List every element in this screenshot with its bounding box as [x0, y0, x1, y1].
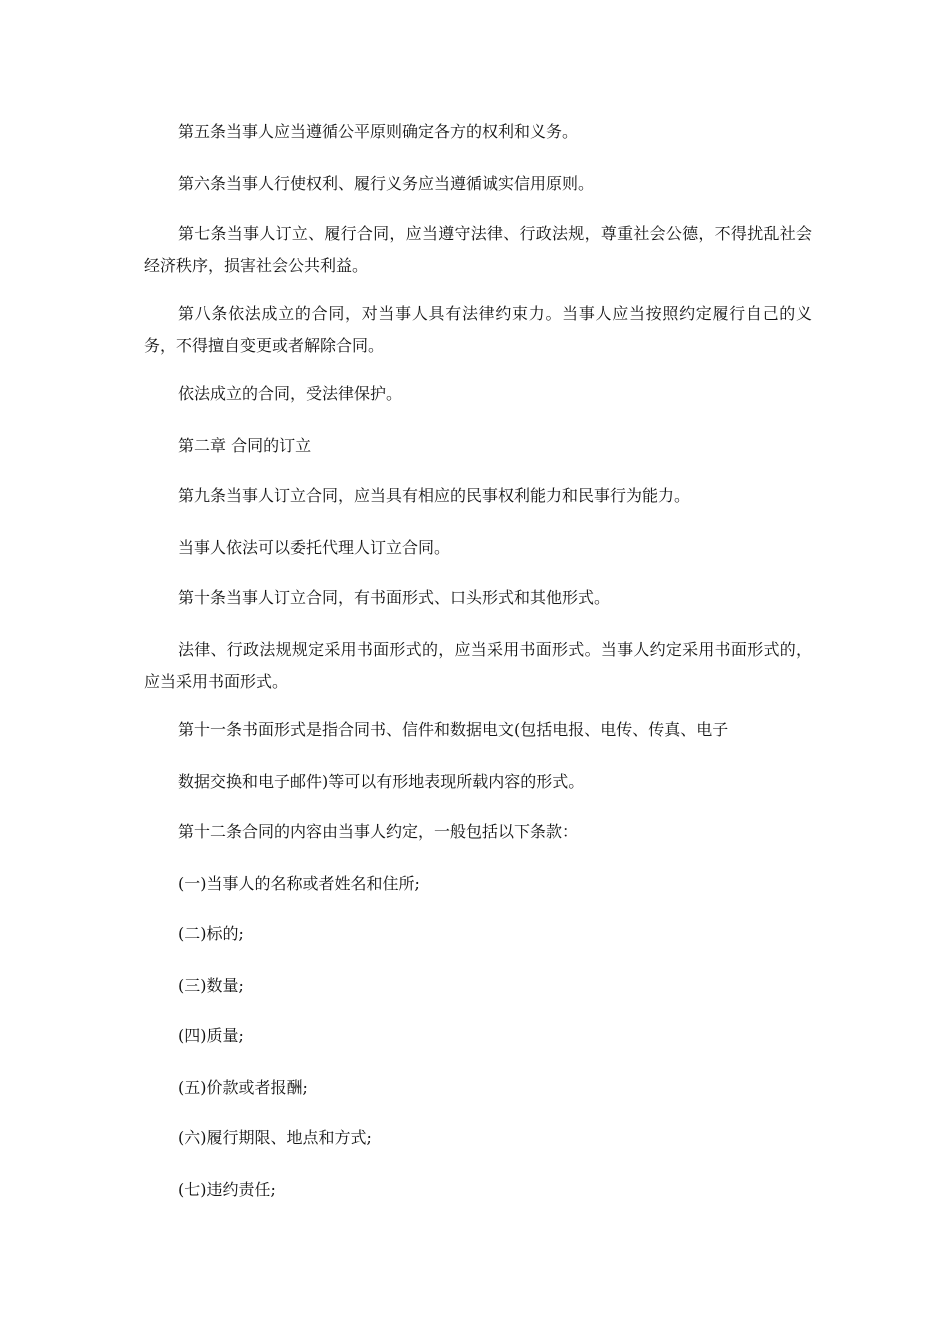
list-item: (一)当事人的名称或者姓名和住所; — [178, 874, 420, 893]
list-item: (三)数量; — [178, 976, 244, 995]
paragraph-article-6: 第六条当事人行使权利、履行义务应当遵循诚实信用原则。 — [178, 174, 595, 193]
paragraph-article-9: 第九条当事人订立合同，应当具有相应的民事权利能力和民事行为能力。 — [178, 486, 691, 505]
paragraph-article-11-cont: 数据交换和电子邮件)等可以有形地表现所载内容的形式。 — [178, 772, 585, 791]
list-item: (二)标的; — [178, 924, 244, 943]
paragraph-article-9-cont: 当事人依法可以委托代理人订立合同。 — [178, 538, 451, 557]
paragraph-article-11: 第十一条书面形式是指合同书、信件和数据电文(包括电报、电传、传真、电子 — [178, 720, 729, 739]
list-item: (六)履行期限、地点和方式; — [178, 1128, 372, 1147]
paragraph-article-5: 第五条当事人应当遵循公平原则确定各方的权利和义务。 — [178, 122, 579, 141]
list-item: (五)价款或者报酬; — [178, 1078, 308, 1097]
paragraph-article-7: 第七条当事人订立、履行合同，应当遵守法律、行政法规，尊重社会公德，不得扰乱社会经济秩序，损害社会公共利益。 — [144, 224, 812, 275]
paragraph-article-10-cont: 法律、行政法规规定采用书面形式的，应当采用书面形式。当事人约定采用书面形式的，应当采用书面形式。 — [144, 640, 812, 691]
paragraph-article-10: 第十条当事人订立合同，有书面形式、口头形式和其他形式。 — [178, 588, 611, 607]
chapter-heading: 第二章 合同的订立 — [178, 436, 312, 455]
list-item: (四)质量; — [178, 1026, 244, 1045]
list-item: (七)违约责任; — [178, 1180, 276, 1199]
paragraph-article-8: 第八条依法成立的合同，对当事人具有法律约束力。当事人应当按照约定履行自己的义务，不得擅自变更或者解除合同。 — [144, 304, 812, 355]
paragraph-article-12: 第十二条合同的内容由当事人约定，一般包括以下条款： — [178, 822, 579, 841]
paragraph-article-8-cont: 依法成立的合同，受法律保护。 — [178, 384, 403, 403]
